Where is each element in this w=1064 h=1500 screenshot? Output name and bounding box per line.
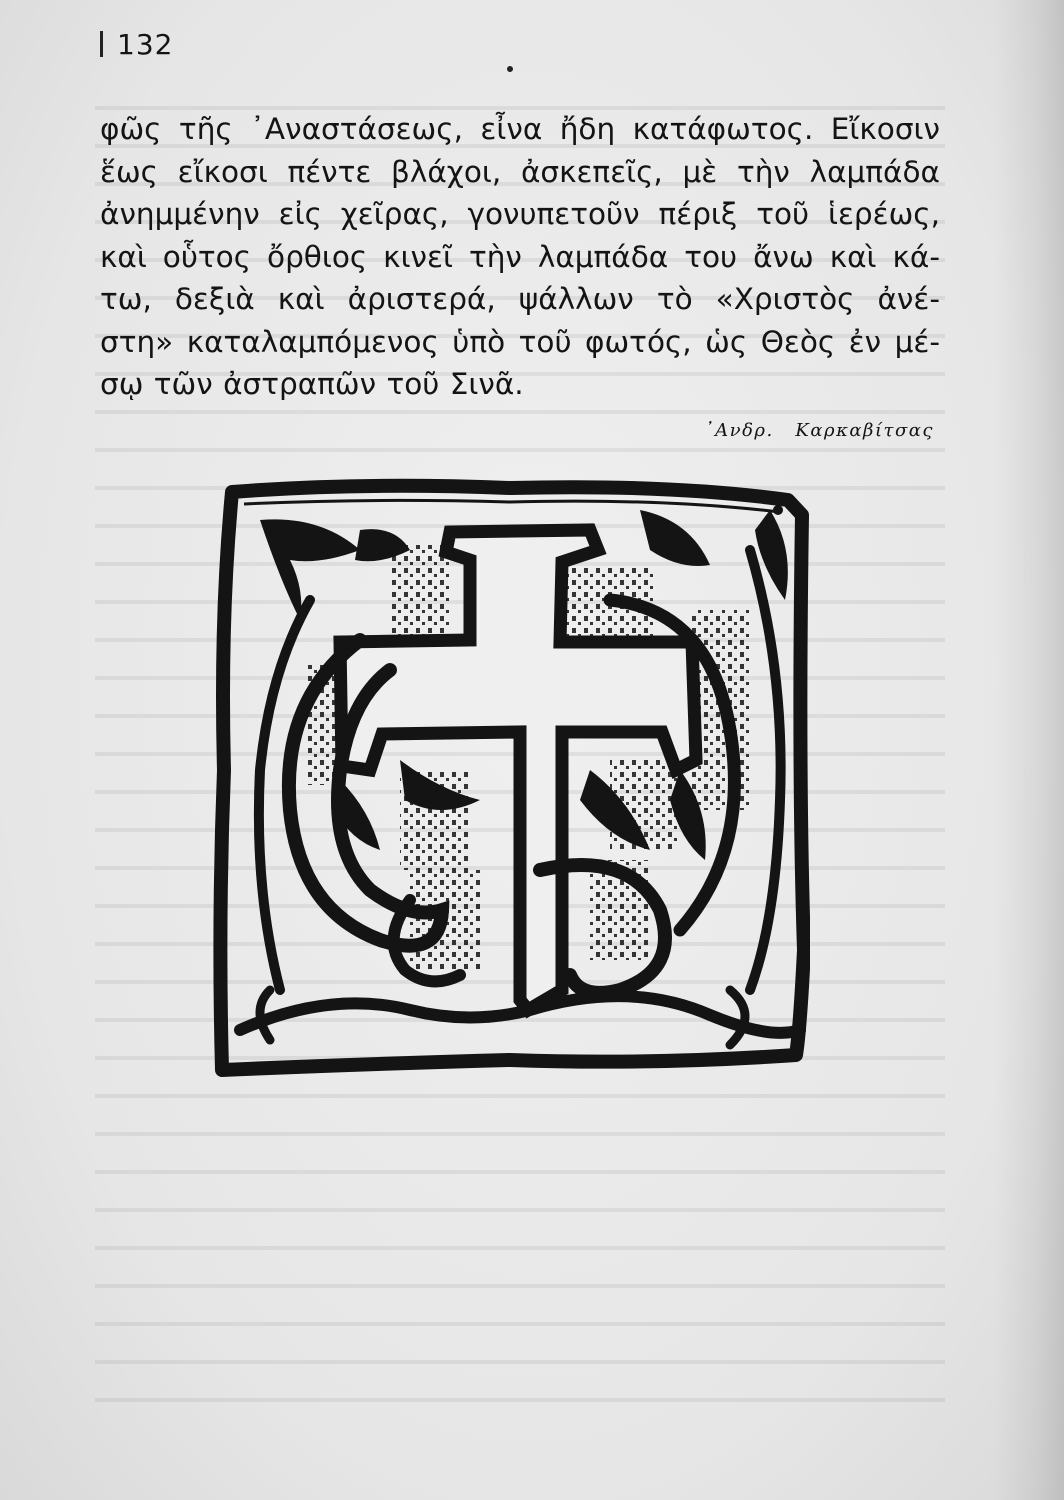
cross-woodcut-ornament [210,470,810,1080]
ink-dot [507,66,513,72]
page-edge-shadow [994,0,1064,1500]
text-line: στη» καταλαμπόμενος ὑπὸ τοῦ φωτός, ὡς Θεὸς ἐν μέ- [100,324,940,359]
page-number [100,28,173,61]
page-edge-mark [100,31,103,57]
text-line: σῳ τῶν ἀστραπῶν τοῦ Σινᾶ. [100,367,524,401]
text-line: ἀνημμένην εἰς χεῖρας, γονυπετοῦν πέριξ τοῦ ἱερέως, [100,197,940,231]
text-line: καὶ οὗτος ὄρθιος κινεῖ τὴν λαμπάδα του ἄνω καὶ κά- [100,239,940,274]
text-line: φῶς τῆς ᾿Αναστάσεως, εἶνα ἤδη κατάφωτος. Εἴκοσιν [100,112,940,146]
author-signature: ᾿Ανδρ. Καρκαβίτσας [704,420,934,441]
text-line: τω, δεξιὰ καὶ ἀριστερά, ψάλλων τὸ «Χριστὸς ἀνέ- [100,282,940,316]
text-line: ἕως εἴκοσι πέντε βλάχοι, ἀσκεπεῖς, μὲ τὴν λαμπάδα [100,154,940,189]
leaf-ornament [640,510,710,566]
page-number-value: 132 [117,28,174,61]
body-text [100,108,940,406]
